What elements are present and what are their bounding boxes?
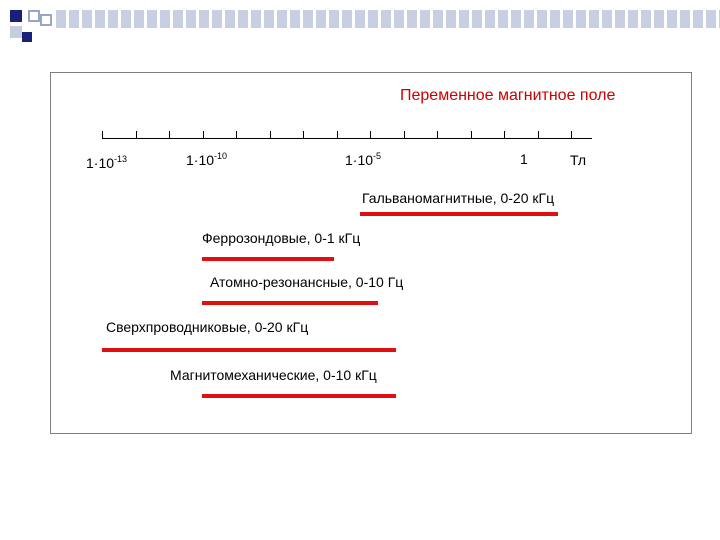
- method-label-atomic-resonance: Атомно-резонансные, 0-10 Гц: [210, 274, 404, 290]
- method-range-bar-superconducting: [102, 348, 396, 352]
- method-range-bar-galvanomagnetic: [360, 212, 558, 216]
- method-range-bar-atomic-resonance: [202, 301, 378, 305]
- tick-label-1e-10: $1\cdot 10^{-10}$: [186, 151, 228, 168]
- axis-tick: [404, 131, 405, 139]
- diagram-title: Переменное магнитное поле: [400, 87, 616, 104]
- axis-tick: [136, 131, 137, 139]
- method-label-galvanomagnetic: Гальваномагнитные, 0-20 кГц: [362, 190, 555, 206]
- axis-tick: [538, 131, 539, 139]
- axis-tick: [102, 131, 103, 139]
- method-label-superconducting: Сверхпроводниковые, 0-20 кГц: [106, 319, 309, 335]
- tick-label-1e-5: $1\cdot 10^{-5}$: [345, 151, 382, 168]
- tick-label-1: 1: [520, 151, 528, 167]
- decor-square-navy: [22, 32, 32, 42]
- decor-square-grey: [10, 26, 22, 38]
- tick-label-1e-13: $1\cdot 10^{-13}$: [86, 154, 128, 171]
- axis-tick: [203, 131, 204, 139]
- axis-tick: [169, 131, 170, 139]
- axis-tick: [236, 131, 237, 139]
- axis-tick: [504, 131, 505, 139]
- axis-line: [102, 138, 592, 139]
- decor-square-outline: [28, 10, 40, 22]
- decor-stripe-bar: [56, 10, 720, 28]
- axis-tick: [303, 131, 304, 139]
- method-range-bar-magnetomechanical: [202, 394, 396, 398]
- axis-tick: [370, 131, 371, 139]
- decor-square-navy: [10, 10, 22, 22]
- method-range-bar-fluxgate: [202, 257, 334, 261]
- decor-square-outline: [40, 14, 52, 26]
- method-label-fluxgate: Феррозондовые, 0-1 кГц: [202, 230, 361, 246]
- axis-tick: [471, 131, 472, 139]
- axis-tick: [571, 131, 572, 139]
- axis-unit-label: Тл: [570, 152, 587, 168]
- method-label-magnetomechanical: Магнитомеханические, 0-10 кГц: [170, 367, 377, 383]
- axis-tick: [437, 131, 438, 139]
- axis-tick: [270, 131, 271, 139]
- axis-tick: [337, 131, 338, 139]
